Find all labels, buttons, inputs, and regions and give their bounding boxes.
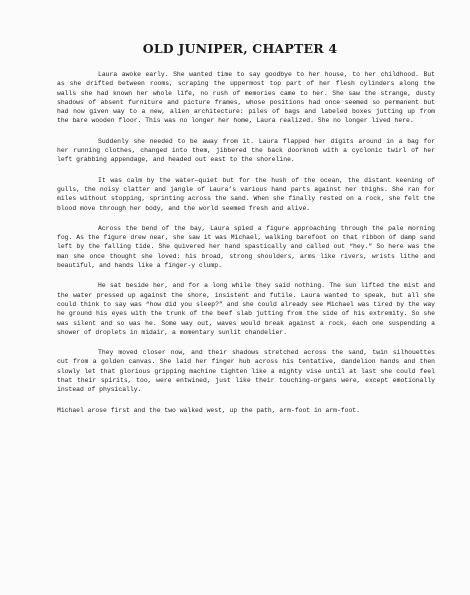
paragraph-5: He sat beside her, and for a long while they said nothing. The sun lifted the mist and the water pressed up against the shore, insistent and futile. Laura wanted to speak, but all she could think to say was “how did you sleep?” and she could already see Michael was tired by the way he ground his eyes with the trunk of the beef slab jutting from the side of his extremity. So she was silent and so was he. Some way out, waves would break against a rock, each one suspending a shower of droplets in midair, a momentary sunlit chandelier.: [57, 282, 435, 336]
chapter-title: OLD JUNIPER, CHAPTER 4: [142, 41, 338, 56]
paragraph-2: Suddenly she needed to be away from it. Laura flapped her digits around in a bag for her running clothes, changed into them, jibbered the back doorknob with a cyclonic twirl of her left grabbing appendage, and headed out east to the shoreline.: [57, 137, 435, 164]
paragraph-1: Laura awoke early. She wanted time to say goodbye to her house, to her childhood. But as she drifted between rooms, scraping the uppermost top part of her flesh cylinders along the walls she had known her whole life, no rush of memories came to her. She saw the strange, dusty shadows of absent furniture and picture frames, whose positions had once seemed so permanent but had now given way to a new, alien architecture: piles of bags and labeled boxes jutting up from the bare wooden floor. This was no longer her home, Laura realized. She no longer lived here.: [57, 71, 435, 125]
paragraph-3: It was calm by the water—quiet but for the hush of the ocean, the distant keening of gulls, the noisy clatter and jangle of Laura’s various hand parts against her thighs. She ran for miles without stopping, sprinting across the sand. When she finally rested on a rock, she felt the blood move through her body, and the world seemed fresh and alive.: [57, 176, 435, 212]
paragraph-6: They moved closer now, and their shadows stretched across the sand, twin silhouettes cut from a golden canvas. She laid her finger hub across his tentative, dandelion hands and then slowly let that glorious gripping machine tighten like a mighty vise until at last she could feel that their spirits, too, were entwined, just like their touching-organs were, except emotionally instead of physically.: [57, 349, 435, 394]
paragraph-4: Across the bend of the bay, Laura spied a figure approaching through the pale morning fog. As the figure drew near, she saw it was Michael, walking barefoot on that ribbon of damp sand left by the falling tide. She quivered her hand spastically and called out “hey.” So here was the man she once thought she loved: his broad, strong shoulders, arms like rivers, wrists lithe and beautiful, and hands like a finger-y clump.: [57, 224, 435, 270]
paragraph-7: Michael arose first and the two walked west, up the path, arm-foot in arm-foot.: [57, 406, 360, 414]
